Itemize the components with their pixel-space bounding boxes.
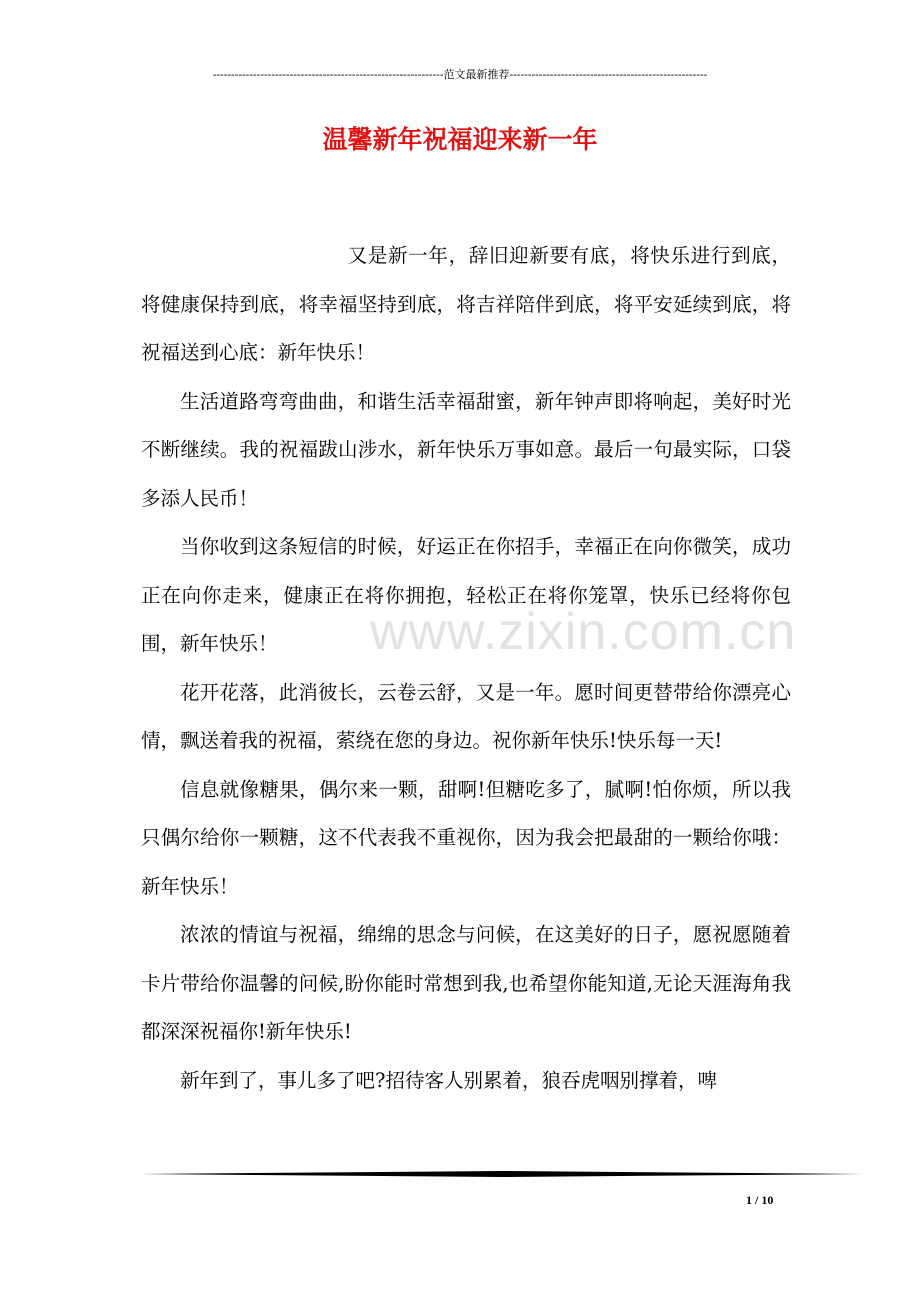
paragraph: 当你收到这条短信的时候，好运正在你招手，幸福正在向你微笑，成功正在向你走来，健康正在将你拥抱，轻松正在将你笼罩，快乐已经将你包围，新年快乐！ <box>141 535 791 655</box>
paragraph: 新年到了，事儿多了吧?招待客人别累着，狼吞虎咽别撑着，啤 <box>180 1068 717 1092</box>
paragraph: 又是新一年，辞旧迎新要有底，将快乐进行到底，将健康保持到底，将幸福坚持到底，将吉祥陪伴到底，将平安延续到底，将祝福送到心底：新年快乐！ <box>141 244 791 364</box>
paragraph: 信息就像糖果，偶尔来一颗，甜啊!但糖吃多了，腻啊!怕你烦，所以我只偶尔给你一颗糖，这不代表我不重视你，因为我会把最甜的一颗给你哦：新年快乐！ <box>141 777 791 898</box>
paragraph: 花开花落，此消彼长，云卷云舒，又是一年。愿时间更替带给你漂亮心情，飘送着我的祝福，萦绕在您的身边。祝你新年快乐!快乐每一天! <box>141 680 791 752</box>
watermark: www.zixin.com.cn <box>370 603 797 661</box>
paragraph: 浓浓的情谊与祝福，绵绵的思念与问候，在这美好的日子，愿祝愿随着卡片带给你温馨的问候,盼你能时常想到我,也希望你能知道,无论天涯海角我都深深祝福你!新年快乐! <box>141 923 791 1043</box>
paragraph: 生活道路弯弯曲曲，和谐生活幸福甜蜜，新年钟声即将响起，美好时光不断继续。我的祝福跋山涉水，新年快乐万事如意。最后一句最实际，口袋多添人民币！ <box>141 389 791 510</box>
footer-rule <box>140 1171 864 1177</box>
document-body <box>141 232 791 1105</box>
page-number: 1 / 10 <box>746 1193 774 1207</box>
document-title: 温馨新年祝福迎来新一年 <box>322 125 598 154</box>
header-rule: ---------------------------------------------------------------范文最新推荐------------------------------------------------------ <box>212 69 708 81</box>
